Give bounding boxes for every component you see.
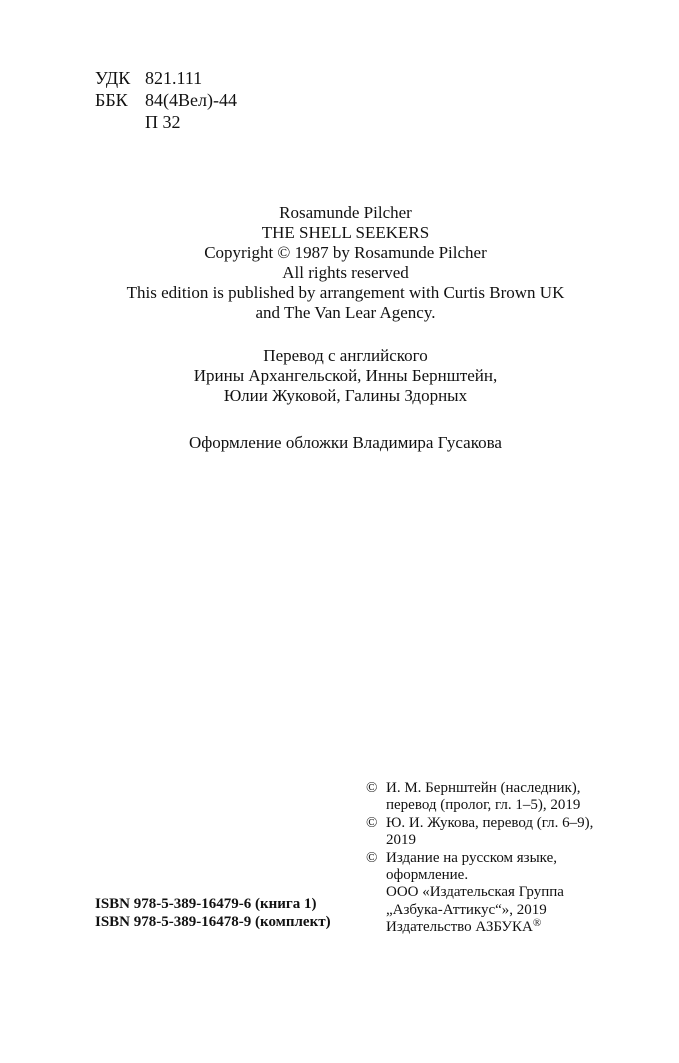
original-author: Rosamunde Pilcher xyxy=(279,203,412,222)
copyright-text-line: Ю. И. Жукова, перевод (гл. 6–9), xyxy=(386,814,594,831)
copyright-symbol: © xyxy=(366,849,378,866)
original-title: THE SHELL SEEKERS xyxy=(261,223,430,242)
copyright-text-line: „Азбука-Аттикус“», 2019 xyxy=(386,901,547,918)
copyright-text-line: И. М. Бернштейн (наследник), xyxy=(386,780,581,796)
copyright-notices xyxy=(366,780,593,937)
original-copyright: Copyright © 1987 by Rosamunde Pilcher xyxy=(204,243,487,262)
original-edition-block xyxy=(0,203,679,323)
udk-label: УДК xyxy=(95,68,131,88)
translation-line-3: Юлии Жуковой, Галины Здорных xyxy=(223,386,468,405)
copyright-symbol: © xyxy=(366,780,378,796)
publisher-name: Издательство АЗБУКА xyxy=(386,919,533,936)
publisher-line xyxy=(386,919,593,936)
copyright-symbol: © xyxy=(366,814,378,831)
author-mark-row xyxy=(95,111,237,133)
classification-codes xyxy=(95,67,237,133)
isbn-block xyxy=(95,895,331,931)
isbn-book: ISBN 978-5-389-16479-6 (книга 1) xyxy=(95,896,317,912)
arrangement-line-2: and The Van Lear Agency. xyxy=(255,303,436,322)
copyright-entry xyxy=(366,815,593,850)
copyright-entry xyxy=(366,780,593,815)
bbk-label: ББК xyxy=(95,90,128,110)
bbk-value: 84(4Вел)-44 xyxy=(145,90,237,110)
translation-credits xyxy=(0,346,679,406)
copyright-text-line: ООО «Издательская Группа xyxy=(386,884,564,901)
copyright-text-line: оформление. xyxy=(386,867,469,884)
udk-row xyxy=(95,67,237,89)
translation-line-1: Перевод с английского xyxy=(263,346,428,365)
copyright-entry xyxy=(366,850,593,937)
translation-line-2: Ирины Архангельской, Инны Бернштейн, xyxy=(193,366,498,385)
isbn-set: ISBN 978-5-389-16478-9 (комплект) xyxy=(95,914,331,930)
registered-mark: ® xyxy=(532,917,542,930)
author-mark: П 32 xyxy=(145,112,181,132)
cover-design-line: Оформление обложки Владимира Гусакова xyxy=(189,433,502,452)
arrangement-line-1: This edition is published by arrangement with Curtis Brown UK xyxy=(126,283,565,302)
udk-value: 821.111 xyxy=(145,68,203,88)
copyright-text-line: Издание на русском языке, xyxy=(386,849,557,866)
cover-design-credit xyxy=(0,433,679,453)
copyright-text-line: 2019 xyxy=(386,832,416,849)
rights-reserved: All rights reserved xyxy=(282,263,409,282)
copyright-text-line: перевод (пролог, гл. 1–5), 2019 xyxy=(386,797,581,814)
bbk-row xyxy=(95,89,237,111)
